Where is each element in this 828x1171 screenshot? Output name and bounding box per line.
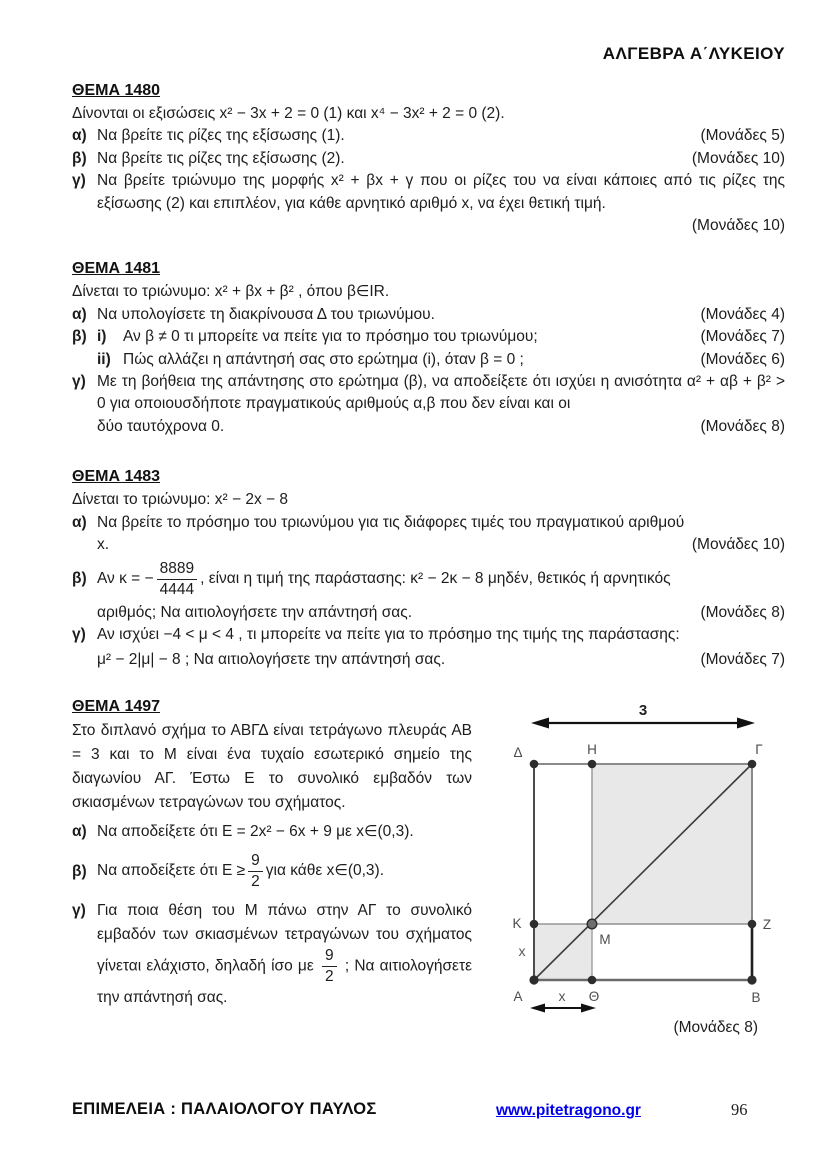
subitem-label: ii): [97, 350, 111, 368]
theme-1480-title: ΘΕΜΑ 1480: [72, 82, 161, 99]
bottom-x-arrow: [530, 1003, 596, 1012]
geometry-figure: [500, 698, 820, 1043]
fraction: [322, 947, 337, 986]
figure-label-gamma: Γ: [755, 741, 763, 757]
item-label: α): [72, 513, 87, 531]
item-label: β): [72, 862, 87, 880]
item-label: α): [72, 127, 87, 145]
fraction: [157, 560, 197, 599]
item-label: γ): [72, 901, 86, 919]
points-badge: (Μονάδες 10): [691, 149, 785, 167]
points-badge: (Μονάδες 5): [700, 127, 785, 145]
figure-x-bottom-label: x: [558, 987, 566, 1004]
footer-page-number: 96: [731, 1100, 748, 1119]
fraction-denominator: 4444: [159, 580, 195, 598]
figure-label-beta: Β: [751, 989, 761, 1005]
theme-1480-item-a: [72, 125, 785, 147]
theme-1483-title: ΘΕΜΑ 1483: [72, 468, 161, 486]
item-text: Να βρείτε τριώνυμο της μορφής x² + βx + γ που οι ρίζες του να είναι κάποιες από τις ρίζες της εξίσωσης (2) και επιπλέον, για κάθε αρνητικό αριθμό x, να έχει θετική τιμή.: [97, 172, 785, 212]
theme-1497-figure-column: [472, 698, 820, 1048]
expression-with-fraction: [97, 557, 785, 602]
figure-label-theta: Θ: [588, 988, 600, 1004]
theme-1481-item-c: [72, 371, 785, 438]
item-label: α): [72, 305, 87, 323]
fraction-denominator: 2: [324, 967, 334, 985]
figure-label-zeta: Ζ: [762, 916, 772, 932]
item-text: Με τη βοήθεια της απάντησης στο ερώτημα (β), να αποδείξετε ότι ισχύει η ανισότητα α² + αβ + β² > 0 για οποιουσδήποτε πραγματικούς αριθμούς α,β που δεν είναι και οι: [97, 373, 785, 413]
expression-post: για κάθε x∈(0,3).: [265, 862, 384, 880]
item-text-last: αριθμός; Να αιτιολογήσετε την απάντησή σας.: [97, 603, 413, 621]
item-text-last: δύο ταυτόχρονα 0.: [97, 417, 225, 435]
theme-1497-item-b: [72, 849, 472, 894]
figure-label-delta: Δ: [513, 744, 523, 760]
theme-1481-intro: Δίνεται το τριώνυμο: x² + βx + β² , όπου β∈IR.: [72, 283, 390, 301]
fraction: [248, 852, 263, 891]
top-length-arrow: [531, 717, 755, 728]
figure-x-left-label: x: [518, 942, 526, 959]
figure-length-label: 3: [638, 701, 648, 719]
theme-1480-item-c: [72, 170, 785, 237]
figure-label-alpha: Α: [513, 988, 523, 1004]
expression-pre: Να αποδείξετε ότι Ε ≥: [97, 862, 246, 880]
item-text: Πώς αλλάζει η απάντησή σας στο ερώτημα (i), όταν β = 0 ;: [123, 350, 524, 368]
item-label: γ): [72, 625, 86, 643]
item-text: Να βρείτε τις ρίζες της εξίσωσης (1).: [97, 127, 345, 145]
expression-pre: Για ποια θέση του Μ πάνω στην ΑΓ το συνολικό εμβαδόν των σκιασμένων τετραγώνων του σχήματος γίνεται ελάχιστο, δηλαδή ίσο με: [97, 901, 472, 975]
points-badge: (Μονάδες 6): [700, 350, 785, 368]
fraction-numerator: 9: [248, 852, 263, 872]
theme-1480-item-b: [72, 148, 785, 170]
footer-editor-text: ΕΠΙΜΕΛΕΙΑ : ΠΑΛΑΙΟΛΟΓΟΥ ΠΑΥΛΟΣ: [72, 1100, 377, 1118]
theme-1481-item-b-i: [72, 326, 785, 348]
figure-label-mu: Μ: [599, 931, 611, 947]
item-text: Να βρείτε το πρόσημο του τριωνύμου για τις διάφορες τιμές του πραγματικού αριθμού: [97, 513, 685, 531]
item-text-last: x.: [97, 536, 110, 554]
item-label: β): [72, 328, 87, 346]
fraction-denominator: 2: [251, 872, 260, 890]
theme-1483-item-b: [72, 557, 785, 624]
page-footer: [72, 1100, 785, 1126]
expression-pre: Αν κ = −: [97, 569, 154, 587]
item-label: β): [72, 149, 87, 167]
expression-with-fraction: [97, 849, 472, 894]
figure-label-kappa: Κ: [512, 915, 522, 931]
points-badge: (Μονάδες 7): [700, 651, 785, 669]
item-label: α): [72, 822, 87, 840]
expression-post: , είναι η τιμή της παράστασης: κ² − 2κ − 8 μηδέν, θετικός ή αρνητικός: [200, 569, 671, 587]
theme-1481: [72, 260, 785, 438]
item-text-last: μ² − 2|μ| − 8 ; Να αιτιολογήσετε την απάντησή σας.: [97, 651, 446, 669]
expression-post: ; Να αιτιολογήσετε την απάντησή σας.: [97, 957, 472, 1006]
item-label: γ): [72, 172, 86, 190]
subitem-label: i): [97, 328, 107, 346]
item-text: Να αποδείξετε ότι Ε = 2x² − 6x + 9 με x∈(0,3).: [97, 822, 414, 840]
item-text: [97, 899, 472, 1010]
item-label: γ): [72, 373, 86, 391]
fraction-numerator: 9: [322, 947, 337, 967]
theme-1481-item-a: [72, 304, 785, 326]
points-badge: (Μονάδες 8): [700, 603, 785, 621]
points-badge: (Μονάδες 8): [673, 1018, 758, 1036]
points-badge: (Μονάδες 7): [700, 328, 785, 346]
footer-website-link[interactable]: www.pitetragono.gr: [496, 1102, 641, 1119]
theme-1497-item-a: [72, 820, 472, 844]
theme-1497-title: ΘΕΜΑ 1497: [72, 697, 161, 715]
points-badge: (Μονάδες 8): [700, 417, 785, 435]
theme-1497: [72, 698, 785, 1048]
points-badge: (Μονάδες 10): [691, 536, 785, 554]
theme-1483-item-a: [72, 512, 785, 557]
theme-1497-intro: Στο διπλανό σχήμα το ΑΒΓΔ είναι τετράγωνο πλευράς ΑΒ = 3 και το Μ είναι ένα τυχαίο εσωτερικό σημείο της διαγωνίου ΑΓ. Έστω Ε το συνολικό εμβαδόν των σκιασμένων τετραγώνων του σχήματος.: [72, 721, 472, 811]
theme-1483-item-c: [72, 624, 785, 672]
page-header-title: ΑΛΓΕΒΡΑ Α΄ΛΥΚΕΙΟΥ: [602, 44, 785, 63]
point-M: [587, 919, 597, 929]
item-label: β): [72, 569, 87, 587]
item-text: Αν ισχύει −4 < μ < 4 , τι μπορείτε να πείτε για το πρόσημο της τιμής της παράστασης:: [97, 625, 680, 643]
points-badge: (Μονάδες 10): [691, 217, 785, 235]
item-text: Να υπολογίσετε τη διακρίνουσα Δ του τριωνύμου.: [97, 305, 435, 323]
item-text: Να βρείτε τις ρίζες της εξίσωσης (2).: [97, 149, 345, 167]
points-badge: (Μονάδες 4): [700, 305, 785, 323]
theme-1483: [72, 468, 785, 671]
theme-1481-title: ΘΕΜΑ 1481: [72, 260, 161, 278]
theme-1480-intro: Δίνονται οι εξισώσεις x² − 3x + 2 = 0 (1) και x⁴ − 3x² + 2 = 0 (2).: [72, 105, 505, 122]
theme-1481-item-b-ii: [72, 349, 785, 371]
theme-1483-intro: Δίνεται το τριώνυμο: x² − 2x − 8: [72, 491, 289, 509]
theme-1480: [72, 82, 785, 237]
theme-1497-text-column: [72, 698, 472, 1048]
item-text: Αν β ≠ 0 τι μπορείτε να πείτε για το πρόσημο του τριωνύμου;: [123, 328, 538, 346]
theme-1497-item-c: [72, 899, 472, 1010]
figure-label-eta: Η: [587, 741, 597, 757]
fraction-numerator: 8889: [157, 560, 197, 580]
